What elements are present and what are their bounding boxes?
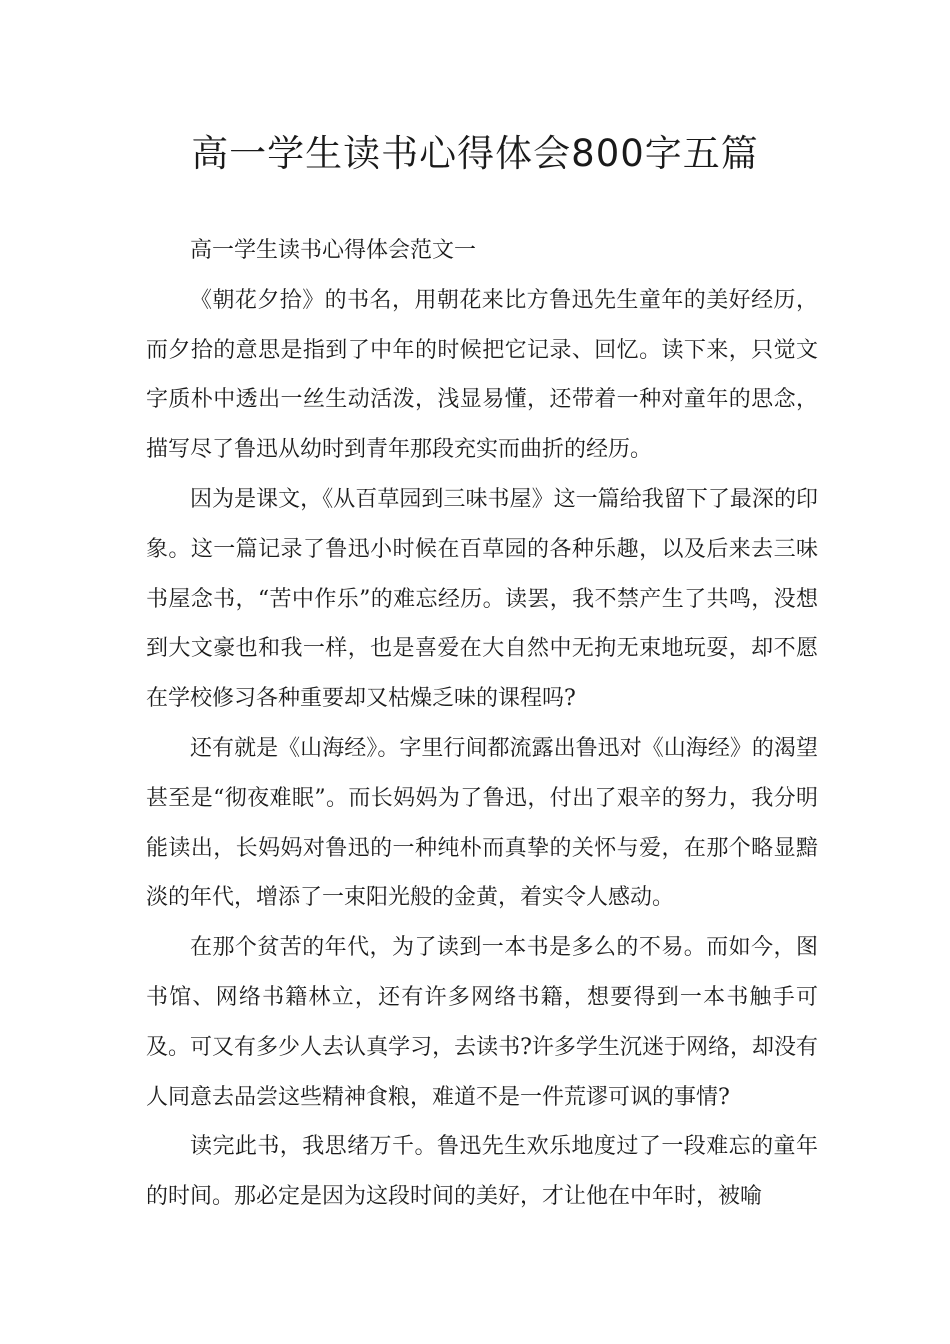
body-paragraph: 读完此书，我思绪万千。鲁迅先生欢乐地度过了一段难忘的童年的时间。那必定是因为这段时间的美好，才让他在中年时，被喻	[146, 1134, 818, 1210]
body-paragraph: 在那个贫苦的年代，为了读到一本书是多么的不易。而如今，图书馆、网络书籍林立，还有许多网络书籍，想要得到一本书触手可及。可又有多少人去认真学习，去读书?许多学生沉迷于网络，却没有人同意去品尝这些精神食粮，难道不是一件荒谬可讽的事情?	[146, 935, 818, 1110]
body-paragraph: 因为是课文，《从百草园到三味书屋》这一篇给我留下了最深的印象。这一篇记录了鲁迅小时候在百草园的各种乐趣，以及后来去三味书屋念书，“苦中作乐”的难忘经历。读罢，我不禁产生了共鸣，没想到大文豪也和我一样，也是喜爱在大自然中无拘无束地玩耍，却不愿在学校修习各种重要却又枯燥乏味的课程吗?	[146, 486, 818, 712]
body-paragraph: 《朝花夕拾》的书名，用朝花来比方鲁迅先生童年的美好经历，而夕拾的意思是指到了中年的时候把它记录、回忆。读下来，只觉文字质朴中透出一丝生动活泼，浅显易懂，还带着一种对童年的思念，描写尽了鲁迅从幼时到青年那段充实而曲折的经历。	[146, 287, 818, 463]
section-heading: 高一学生读书心得体会范文一	[190, 238, 477, 263]
body-paragraph: 还有就是《山海经》。字里行间都流露出鲁迅对《山海经》的渴望甚至是“彻夜难眠”。而长妈妈为了鲁迅，付出了艰辛的努力，我分明能读出，长妈妈对鲁迅的一种纯朴而真挚的关怀与爱，在那个略显黯淡的年代，增添了一束阳光般的金黄，着实令人感动。	[146, 735, 818, 911]
document-title: 高一学生读书心得体会800字五篇	[191, 132, 759, 175]
document-body	[146, 226, 818, 1222]
